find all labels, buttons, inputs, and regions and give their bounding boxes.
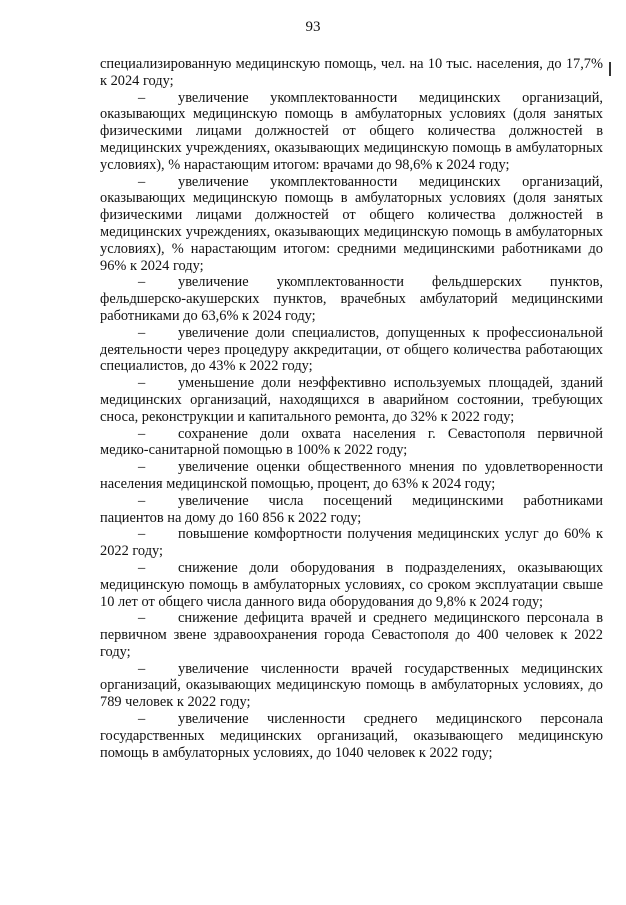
list-item-text: повышение комфортности получения медицинских услуг до 60% к 2022 году; [100, 526, 603, 560]
list-item-text: снижение дефицита врачей и среднего медицинского персонала в первичном звене здравоохранения города Севастополя до 400 человек к 2022 году; [100, 610, 603, 660]
list-dash: – [138, 425, 146, 442]
list-dash: – [138, 559, 146, 576]
list-item [100, 493, 603, 527]
list-dash: – [138, 610, 146, 627]
list-item [100, 426, 603, 460]
list-item-text: увеличение численности врачей государственных медицинских организаций, оказывающих медицинскую помощь в амбулаторных условиях, до 789 человек к 2022 году; [100, 660, 603, 711]
list-item [100, 375, 603, 425]
list-dash: – [138, 526, 146, 543]
list-item-text: увеличение оценки общественного мнения по удовлетворенности населения медицинской помощью, процент, до 63% к 2024 году; [100, 459, 603, 492]
page-number: 93 [305, 19, 321, 35]
list-dash: – [138, 89, 146, 106]
list-item-text: снижение доли оборудования в подразделениях, оказывающих медицинскую помощь в амбулаторных условиях, со сроком эксплуатации свыше 10 лет от общего числа данного вида оборудования до 9,8% к 2024 году; [100, 559, 603, 610]
list-item-text: уменьшение доли неэффективно используемых площадей, зданий медицинских организаций, находящихся в аварийном состоянии, требующих сноса, реконструкции и капитального ремонта, до 32% к 2022 году; [100, 375, 603, 425]
list-item [100, 560, 603, 610]
list-item [100, 90, 603, 174]
list-item-text: сохранение доли охвата населения г. Севастополя первичной медико-санитарной помощью в 100% к 2022 году; [100, 425, 603, 459]
paragraph-continuation [100, 56, 603, 90]
list-item [100, 459, 603, 493]
list-dash: – [138, 711, 146, 728]
list-dash: – [138, 660, 146, 677]
list-item-text: увеличение доли специалистов, допущенных к профессиональной деятельности через процедуру аккредитации, от общего количества работающих специалистов, до 43% к 2022 году; [100, 324, 603, 375]
list-item-text: увеличение числа посещений медицинскими работниками пациентов на дому до 160 856 к 2022 году; [100, 492, 603, 526]
list-item [100, 661, 603, 711]
list-dash: – [138, 274, 146, 291]
list-item-text: увеличение численности среднего медицинского персонала государственных медицинских организаций, оказывающего медицинскую помощь в амбулаторных условиях, до 1040 человек к 2022 году; [100, 711, 603, 761]
list-item-text: увеличение укомплектованности медицинских организаций, оказывающих медицинскую помощь в амбулаторных условиях (доля занятых физическими лицами должностей от общего количества должностей в медицинских учреждениях, оказывающих медицинскую помощь в амбулаторных условиях), % нарастающим итогом: врачами до 98,6% к 2024 году; [100, 89, 603, 173]
list-item [100, 610, 603, 660]
list-item [100, 174, 603, 275]
list-item [100, 274, 603, 324]
list-dash: – [138, 492, 146, 509]
list-item-text: увеличение укомплектованности фельдшерских пунктов, фельдшерско-акушерских пунктов, врачебных амбулаторий медицинскими работниками до 63,6% к 2024 году; [100, 274, 603, 324]
list-dash: – [138, 375, 146, 392]
list-item [100, 711, 603, 761]
list-item-text: увеличение укомплектованности медицинских организаций, оказывающих медицинскую помощь в амбулаторных условиях (доля занятых физическими лицами должностей от общего количества должностей в медицинских учреждениях, оказывающих медицинскую помощь в амбулаторных условиях), % нарастающим итогом: средними медицинскими работниками до 96% к 2024 году; [100, 173, 603, 274]
list-dash: – [138, 173, 146, 190]
list-item [100, 526, 603, 560]
document-body [100, 56, 603, 761]
paragraph-text: специализированную медицинскую помощь, чел. на 10 тыс. населения, до 17,7% к 2024 году; [100, 56, 603, 89]
margin-mark [609, 62, 611, 76]
list-dash: – [138, 459, 146, 476]
list-item [100, 325, 603, 375]
list-dash: – [138, 324, 146, 341]
